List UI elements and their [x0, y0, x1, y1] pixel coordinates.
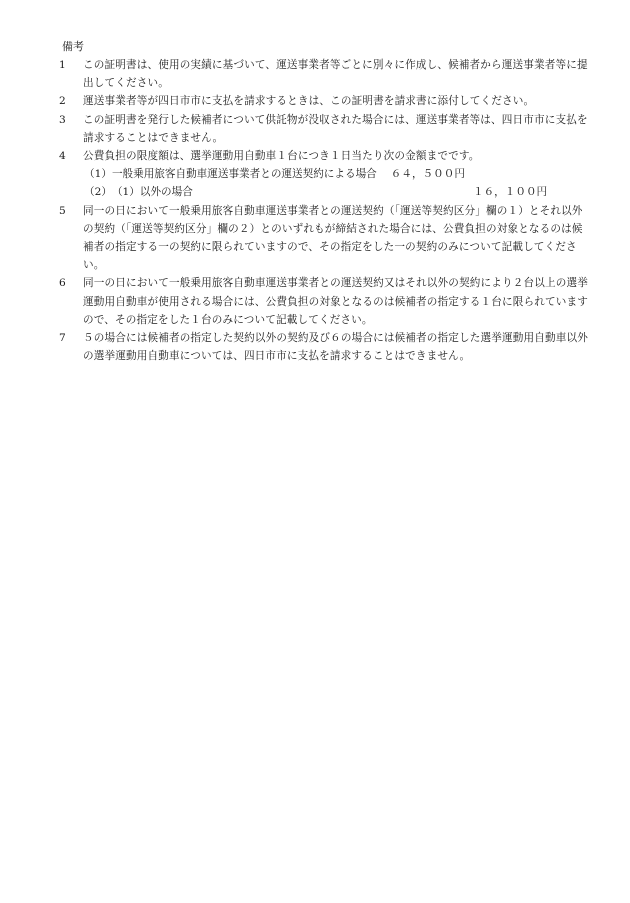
limit-item-label: （1） — [84, 168, 112, 181]
note-2 — [59, 92, 592, 110]
note-text: 同一の日において一般乗用旅客自動車運送事業者との運送契約（「運送等契約区分」欄の１）とそれ以外の契約（「運送等契約区分」欄の２）とのいずれもが締結された場合には、公費負担の対象となるのは候補者の指定する一の契約に限られていますので、その指定をした一の契約のみについて記載してください。 — [83, 204, 583, 272]
remarks-heading: 備考 — [62, 40, 84, 53]
note-3 — [59, 111, 592, 147]
limit-item-label: （2） — [84, 186, 112, 199]
note-text: ５の場合には候補者の指定した契約以外の契約及び６の場合には候補者の指定した選挙運動用自動車以外の選挙運動用自動車については、四日市市に支払を請求することはできません。 — [83, 332, 588, 363]
limit-item-amount: ６４，５００円 — [390, 168, 465, 181]
limit-item-2 — [62, 183, 592, 201]
note-number: 4 — [59, 150, 66, 163]
note-text: この証明書は、使用の実績に基づいて、運送事業者等ごとに別々に作成し、候補者から運送事業者等に提出してください。 — [83, 59, 588, 90]
limit-item-text: （1）以外の場合 — [111, 186, 193, 199]
note-number: 2 — [59, 95, 66, 108]
note-number: 3 — [59, 113, 66, 126]
limit-item-1 — [62, 165, 592, 183]
note-text: 公費負担の限度額は、選挙運動用自動車１台につき１日当たり次の金額までです。 — [83, 150, 480, 163]
note-5 — [59, 202, 592, 275]
note-6 — [59, 274, 592, 329]
note-7 — [59, 329, 592, 365]
note-text: 運送事業者等が四日市市に支払を請求するときは、この証明書を請求書に添付してください。 — [83, 95, 535, 108]
note-number: 7 — [59, 332, 66, 345]
note-number: 6 — [59, 277, 66, 290]
note-text: 同一の日において一般乗用旅客自動車運送事業者との運送契約又はそれ以外の契約により２台以上の選挙運動用自動車が使用される場合には、公費負担の対象となるのは候補者の指定する１台に限られていますので、その指定をした１台のみについて記載してください。 — [83, 277, 588, 326]
note-number: 1 — [59, 59, 66, 71]
limit-item-amount: １６，１００円 — [473, 186, 548, 199]
note-4 — [59, 147, 592, 165]
note-number: 5 — [59, 204, 66, 217]
limit-item-text: 一般乗用旅客自動車運送事業者との運送契約による場合 — [111, 168, 377, 181]
note-1 — [59, 56, 592, 92]
note-text: この証明書を発行した候補者について供託物が没収された場合には、運送事業者等は、四日市市に支払を請求することはできません。 — [83, 113, 588, 144]
